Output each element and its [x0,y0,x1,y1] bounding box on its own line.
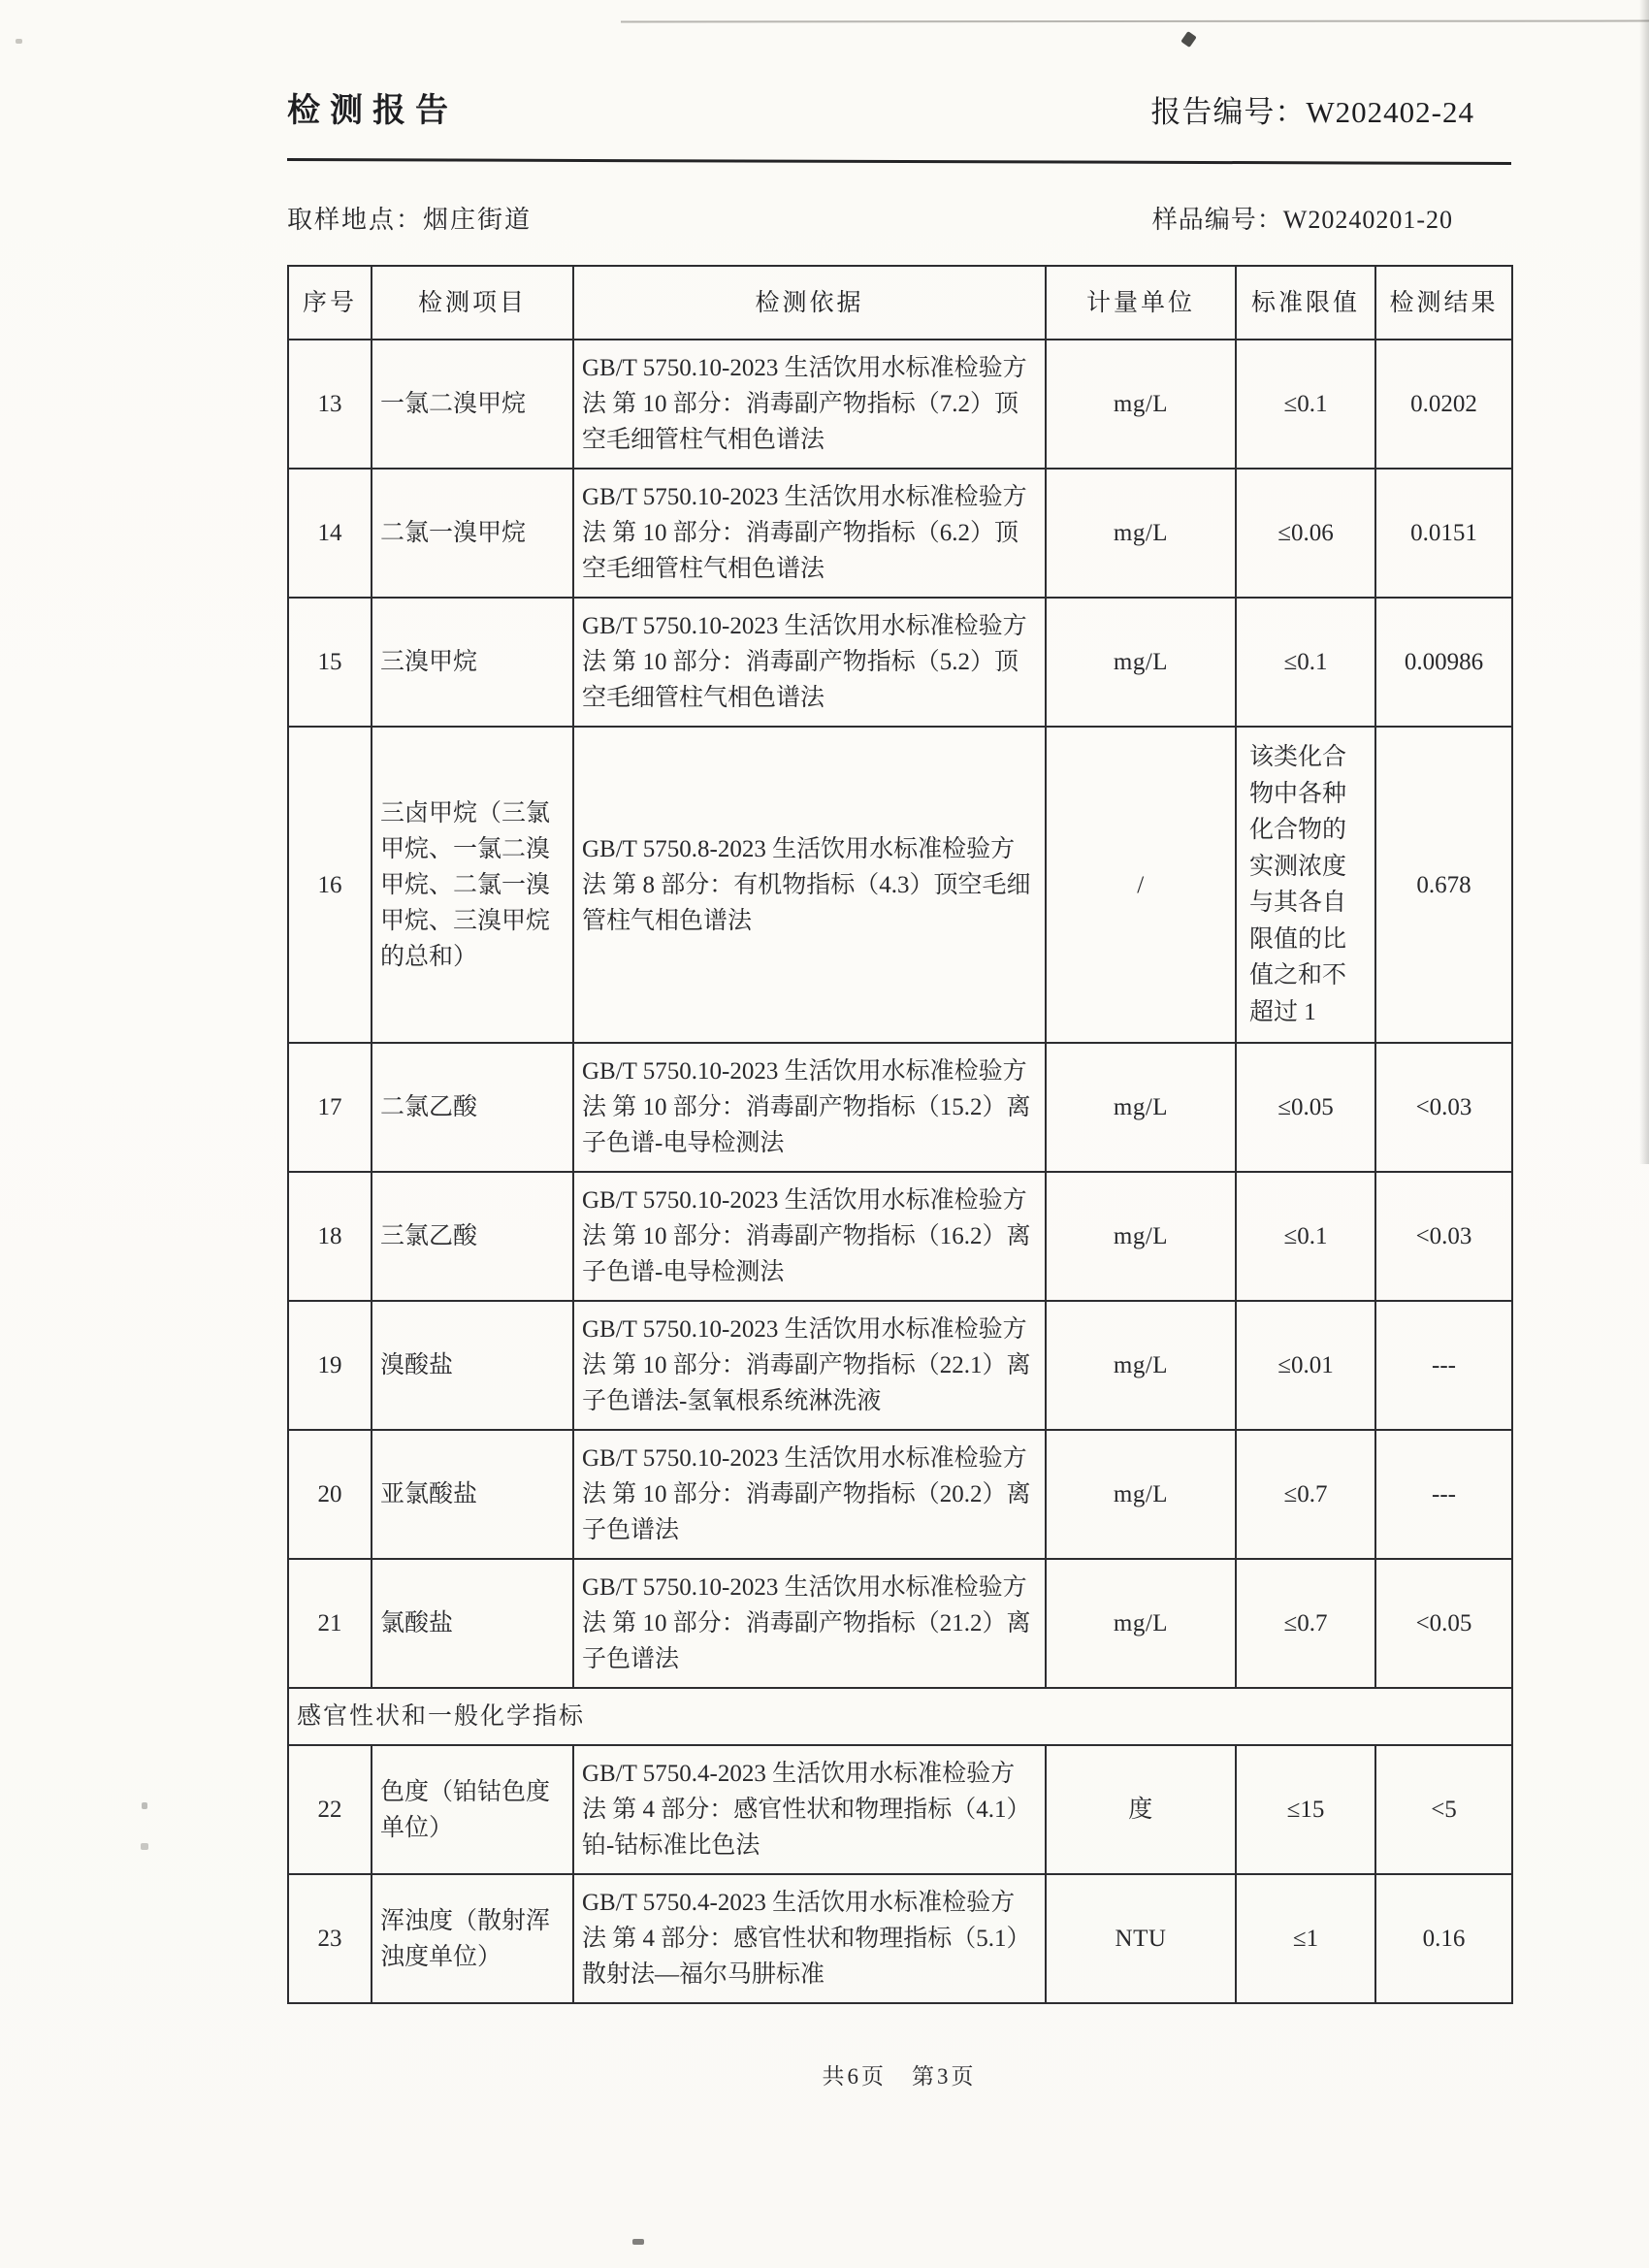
cell-item: 浑浊度（散射浑浊度单位） [372,1874,573,2003]
page-footer [287,2058,1511,2090]
cell-no: 23 [288,1874,372,2003]
cell-unit: mg/L [1046,598,1236,727]
scan-speck [632,2239,644,2245]
table-row-14 [288,469,1512,598]
cell-item: 二氯乙酸 [372,1043,573,1172]
report-number [1150,87,1511,131]
cell-no: 19 [288,1301,372,1430]
scan-speck [16,39,22,44]
cell-limit: ≤0.06 [1236,469,1375,598]
cell-result: --- [1375,1430,1512,1559]
cell-result: --- [1375,1301,1512,1430]
cell-unit: / [1046,727,1236,1043]
cell-no: 15 [288,598,372,727]
cell-no: 17 [288,1043,372,1172]
cell-limit: ≤0.7 [1236,1430,1375,1559]
cell-item: 一氯二溴甲烷 [372,340,573,469]
header-divider [287,158,1511,165]
cell-method: GB/T 5750.10-2023 生活饮用水标准检验方法 第 10 部分：消毒副产物指标（21.2）离子色谱法 [573,1559,1046,1688]
cell-method: GB/T 5750.10-2023 生活饮用水标准检验方法 第 10 部分：消毒副产物指标（7.2）顶空毛细管柱气相色谱法 [573,340,1046,469]
scan-speck [142,1802,147,1809]
cell-unit: 度 [1046,1745,1236,1874]
report-number-value: W202402-24 [1306,95,1474,129]
table-row-15 [288,598,1512,727]
col-header-item: 检测项目 [372,266,573,340]
section-row-label: 感官性状和一般化学指标 [288,1688,1512,1745]
cell-method: GB/T 5750.10-2023 生活饮用水标准检验方法 第 10 部分：消毒副产物指标（16.2）离子色谱-电导检测法 [573,1172,1046,1301]
scan-edge-shadow [1639,0,1649,1164]
col-header-unit: 计量单位 [1046,266,1236,340]
cell-method: GB/T 5750.4-2023 生活饮用水标准检验方法 第 4 部分：感官性状和物理指标（5.1） 散射法—福尔马肼标准 [573,1874,1046,2003]
cell-result: 0.0151 [1375,469,1512,598]
cell-method: GB/T 5750.10-2023 生活饮用水标准检验方法 第 10 部分：消毒副产物指标（15.2）离子色谱-电导检测法 [573,1043,1046,1172]
cell-method: GB/T 5750.10-2023 生活饮用水标准检验方法 第 10 部分：消毒副产物指标（6.2）顶空毛细管柱气相色谱法 [573,469,1046,598]
col-header-no: 序号 [288,266,372,340]
report-header [287,83,1511,131]
cell-method: GB/T 5750.4-2023 生活饮用水标准检验方法 第 4 部分：感官性状和物理指标（4.1） 铂-钴标准比色法 [573,1745,1046,1874]
cell-limit: ≤0.7 [1236,1559,1375,1688]
cell-method: GB/T 5750.8-2023 生活饮用水标准检验方法 第 8 部分：有机物指标（4.3）顶空毛细管柱气相色谱法 [573,727,1046,1043]
table-row-18 [288,1172,1512,1301]
cell-item: 二氯一溴甲烷 [372,469,573,598]
cell-method: GB/T 5750.10-2023 生活饮用水标准检验方法 第 10 部分：消毒副产物指标（5.2）顶空毛细管柱气相色谱法 [573,598,1046,727]
cell-unit: mg/L [1046,1559,1236,1688]
cell-unit: NTU [1046,1874,1236,2003]
scan-speck [141,1843,148,1850]
cell-unit: mg/L [1046,1430,1236,1559]
page-title: 检测报告 [287,93,458,129]
cell-limit: ≤0.1 [1236,1172,1375,1301]
sampling-site-value: 烟庄街道 [423,206,533,234]
table-row-20 [288,1430,1512,1559]
footer-current-page: 第3页 [912,2064,977,2089]
cell-limit: ≤1 [1236,1874,1375,2003]
sample-number-label: 样品编号： [1151,206,1283,234]
cell-item: 色度（铂钴色度单位） [372,1745,573,1874]
results-table-body [288,340,1512,2003]
cell-result: 0.00986 [1375,598,1512,727]
cell-limit: ≤0.01 [1236,1301,1375,1430]
table-row-23 [288,1874,1512,2003]
cell-no: 22 [288,1745,372,1874]
section-row [288,1688,1512,1745]
table-row-21 [288,1559,1512,1688]
cell-result: <5 [1375,1745,1512,1874]
cell-limit: ≤0.05 [1236,1043,1375,1172]
cell-result: 0.16 [1375,1874,1512,2003]
cell-result: <0.03 [1375,1043,1512,1172]
table-row-17 [288,1043,1512,1172]
cell-method: GB/T 5750.10-2023 生活饮用水标准检验方法 第 10 部分：消毒副产物指标（22.1）离子色谱法-氢氧根系统淋洗液 [573,1301,1046,1430]
cell-result: <0.03 [1375,1172,1512,1301]
cell-no: 16 [288,727,372,1043]
cell-item: 氯酸盐 [372,1559,573,1688]
cell-unit: mg/L [1046,1301,1236,1430]
header-row [288,266,1512,340]
report-number-label: 报告编号： [1150,95,1307,129]
cell-result: 0.678 [1375,727,1512,1043]
col-header-result: 检测结果 [1375,266,1512,340]
col-header-method: 检测依据 [573,266,1046,340]
sample-number-value: W20240201-20 [1282,206,1453,234]
cell-result: <0.05 [1375,1559,1512,1688]
cell-method: GB/T 5750.10-2023 生活饮用水标准检验方法 第 10 部分：消毒副产物指标（20.2）离子色谱法 [573,1430,1046,1559]
scan-edge-line [621,20,1649,23]
cell-no: 14 [288,469,372,598]
cell-limit: ≤15 [1236,1745,1375,1874]
table-row-22 [288,1745,1512,1874]
cell-item: 三氯乙酸 [372,1172,573,1301]
cell-no: 13 [288,340,372,469]
cell-item: 溴酸盐 [372,1301,573,1430]
cell-limit: ≤0.1 [1236,340,1375,469]
cell-unit: mg/L [1046,340,1236,469]
cell-unit: mg/L [1046,469,1236,598]
cell-item: 亚氯酸盐 [372,1430,573,1559]
sample-info [287,200,1511,236]
table-row-19 [288,1301,1512,1430]
sample-number [1152,200,1511,236]
results-table [287,265,1513,2004]
cell-no: 20 [288,1430,372,1559]
col-header-limit: 标准限值 [1236,266,1375,340]
sampling-site [287,200,532,236]
footer-total-pages: 共6页 [822,2064,887,2089]
cell-limit: ≤0.1 [1236,598,1375,727]
cell-item: 三溴甲烷 [372,598,573,727]
table-row-13 [288,340,1512,469]
cell-result: 0.0202 [1375,340,1512,469]
results-table-header [288,266,1512,340]
cell-item: 三卤甲烷（三氯甲烷、一氯二溴甲烷、二氯一溴甲烷、三溴甲烷的总和） [372,727,573,1043]
table-row-16 [288,727,1512,1043]
scan-speck [1180,31,1196,48]
cell-unit: mg/L [1046,1043,1236,1172]
sampling-site-label: 取样地点： [287,206,424,234]
cell-no: 18 [288,1172,372,1301]
cell-no: 21 [288,1559,372,1688]
cell-unit: mg/L [1046,1172,1236,1301]
cell-limit: 该类化合物中各种化合物的实测浓度与其各自限值的比值之和不超过 1 [1236,727,1375,1043]
